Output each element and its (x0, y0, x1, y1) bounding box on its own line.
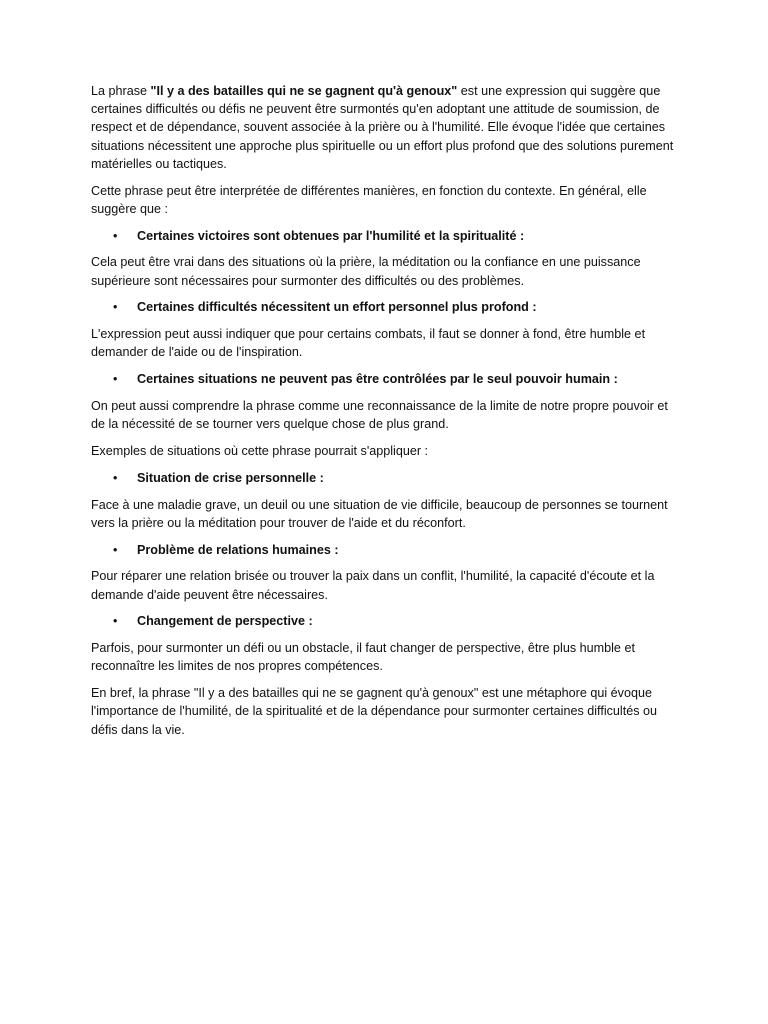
bullet-item-human-power (91, 370, 681, 388)
intro-paragraph (91, 82, 681, 173)
bullet-text: Certaines situations ne peuvent pas être contrôlées par le seul pouvoir humain : (137, 372, 618, 387)
bullet-dot: • (113, 300, 118, 315)
examples-intro-paragraph: Exemples de situations où cette phrase pourrait s'appliquer : (91, 444, 429, 458)
bullet-text: Certaines victoires sont obtenues par l'humilité et la spiritualité : (137, 228, 525, 243)
paragraph-personal-effort: L'expression peut aussi indiquer que pour certains combats, il faut se donner à fond, être humble et demander de l'aide ou de l'inspiration. (91, 327, 646, 360)
bullet-dot: • (113, 228, 118, 243)
paragraph-humility: Cela peut être vrai dans des situations où la prière, la méditation ou la confiance en une puissance supérieure sont nécessaires pour surmonter des difficultés ou des problèmes. (91, 255, 641, 288)
bullet-item-personal-crisis (91, 469, 681, 487)
bullet-dot: • (113, 470, 118, 485)
bullet-text: Certaines difficultés nécessitent un effort personnel plus profond : (137, 300, 537, 315)
bullet-text: Problème de relations humaines : (137, 542, 339, 557)
interpretation-intro-paragraph: Cette phrase peut être interprétée de différentes manières, en fonction du contexte. En général, elle suggère que : (91, 183, 647, 216)
bullet-item-humility (91, 227, 681, 245)
conclusion-paragraph: En bref, la phrase "Il y a des batailles qui ne se gagnent qu'à genoux" est une métaphore qui évoque l'importance de l'humilité, de la spiritualité et de la dépendance pour surmonter certaines difficultés ou défis dans la vie. (91, 686, 658, 737)
bullet-dot: • (113, 614, 118, 629)
paragraph-human-relations: Pour réparer une relation brisée ou trouver la paix dans un conflit, l'humilité, la capacité d'écoute et la demande d'aide peuvent être nécessaires. (91, 569, 655, 602)
intro-prefix: La phrase (91, 84, 151, 98)
bullet-dot: • (113, 372, 118, 387)
bullet-item-perspective (91, 612, 681, 630)
paragraph-human-power: On peut aussi comprendre la phrase comme une reconnaissance de la limite de notre propre pouvoir et de la nécessité de se tourner vers quelque chose de plus grand. (91, 399, 668, 432)
bullet-item-personal-effort (91, 298, 681, 316)
bullet-item-human-relations (91, 541, 681, 559)
paragraph-perspective: Parfois, pour surmonter un défi ou un obstacle, il faut changer de perspective, être plus humble et reconnaître les limites de nos propres compétences. (91, 641, 635, 674)
paragraph-personal-crisis: Face à une maladie grave, un deuil ou une situation de vie difficile, beaucoup de personnes se tournent vers la prière ou la méditation pour trouver de l'aide et du réconfort. (91, 497, 668, 530)
intro-rest: est une expression qui suggère que certaines difficultés ou défis ne peuvent être surmontés qu'en adoptant une attitude de soumission, de respect et de dépendance, souvent associée à la prière ou à l'humilité. Elle évoque l'idée que certaines situations nécessitent une approche plus spirituelle ou un effort plus profond que des solutions purement matérielles ou tactiques. (91, 84, 674, 171)
intro-bold-quote: "Il y a des batailles qui ne se gagnent qu'à genoux" (150, 84, 458, 98)
document-page (91, 82, 681, 747)
bullet-text: Changement de perspective : (137, 614, 313, 629)
bullet-dot: • (113, 542, 118, 557)
bullet-text: Situation de crise personnelle : (137, 470, 324, 485)
